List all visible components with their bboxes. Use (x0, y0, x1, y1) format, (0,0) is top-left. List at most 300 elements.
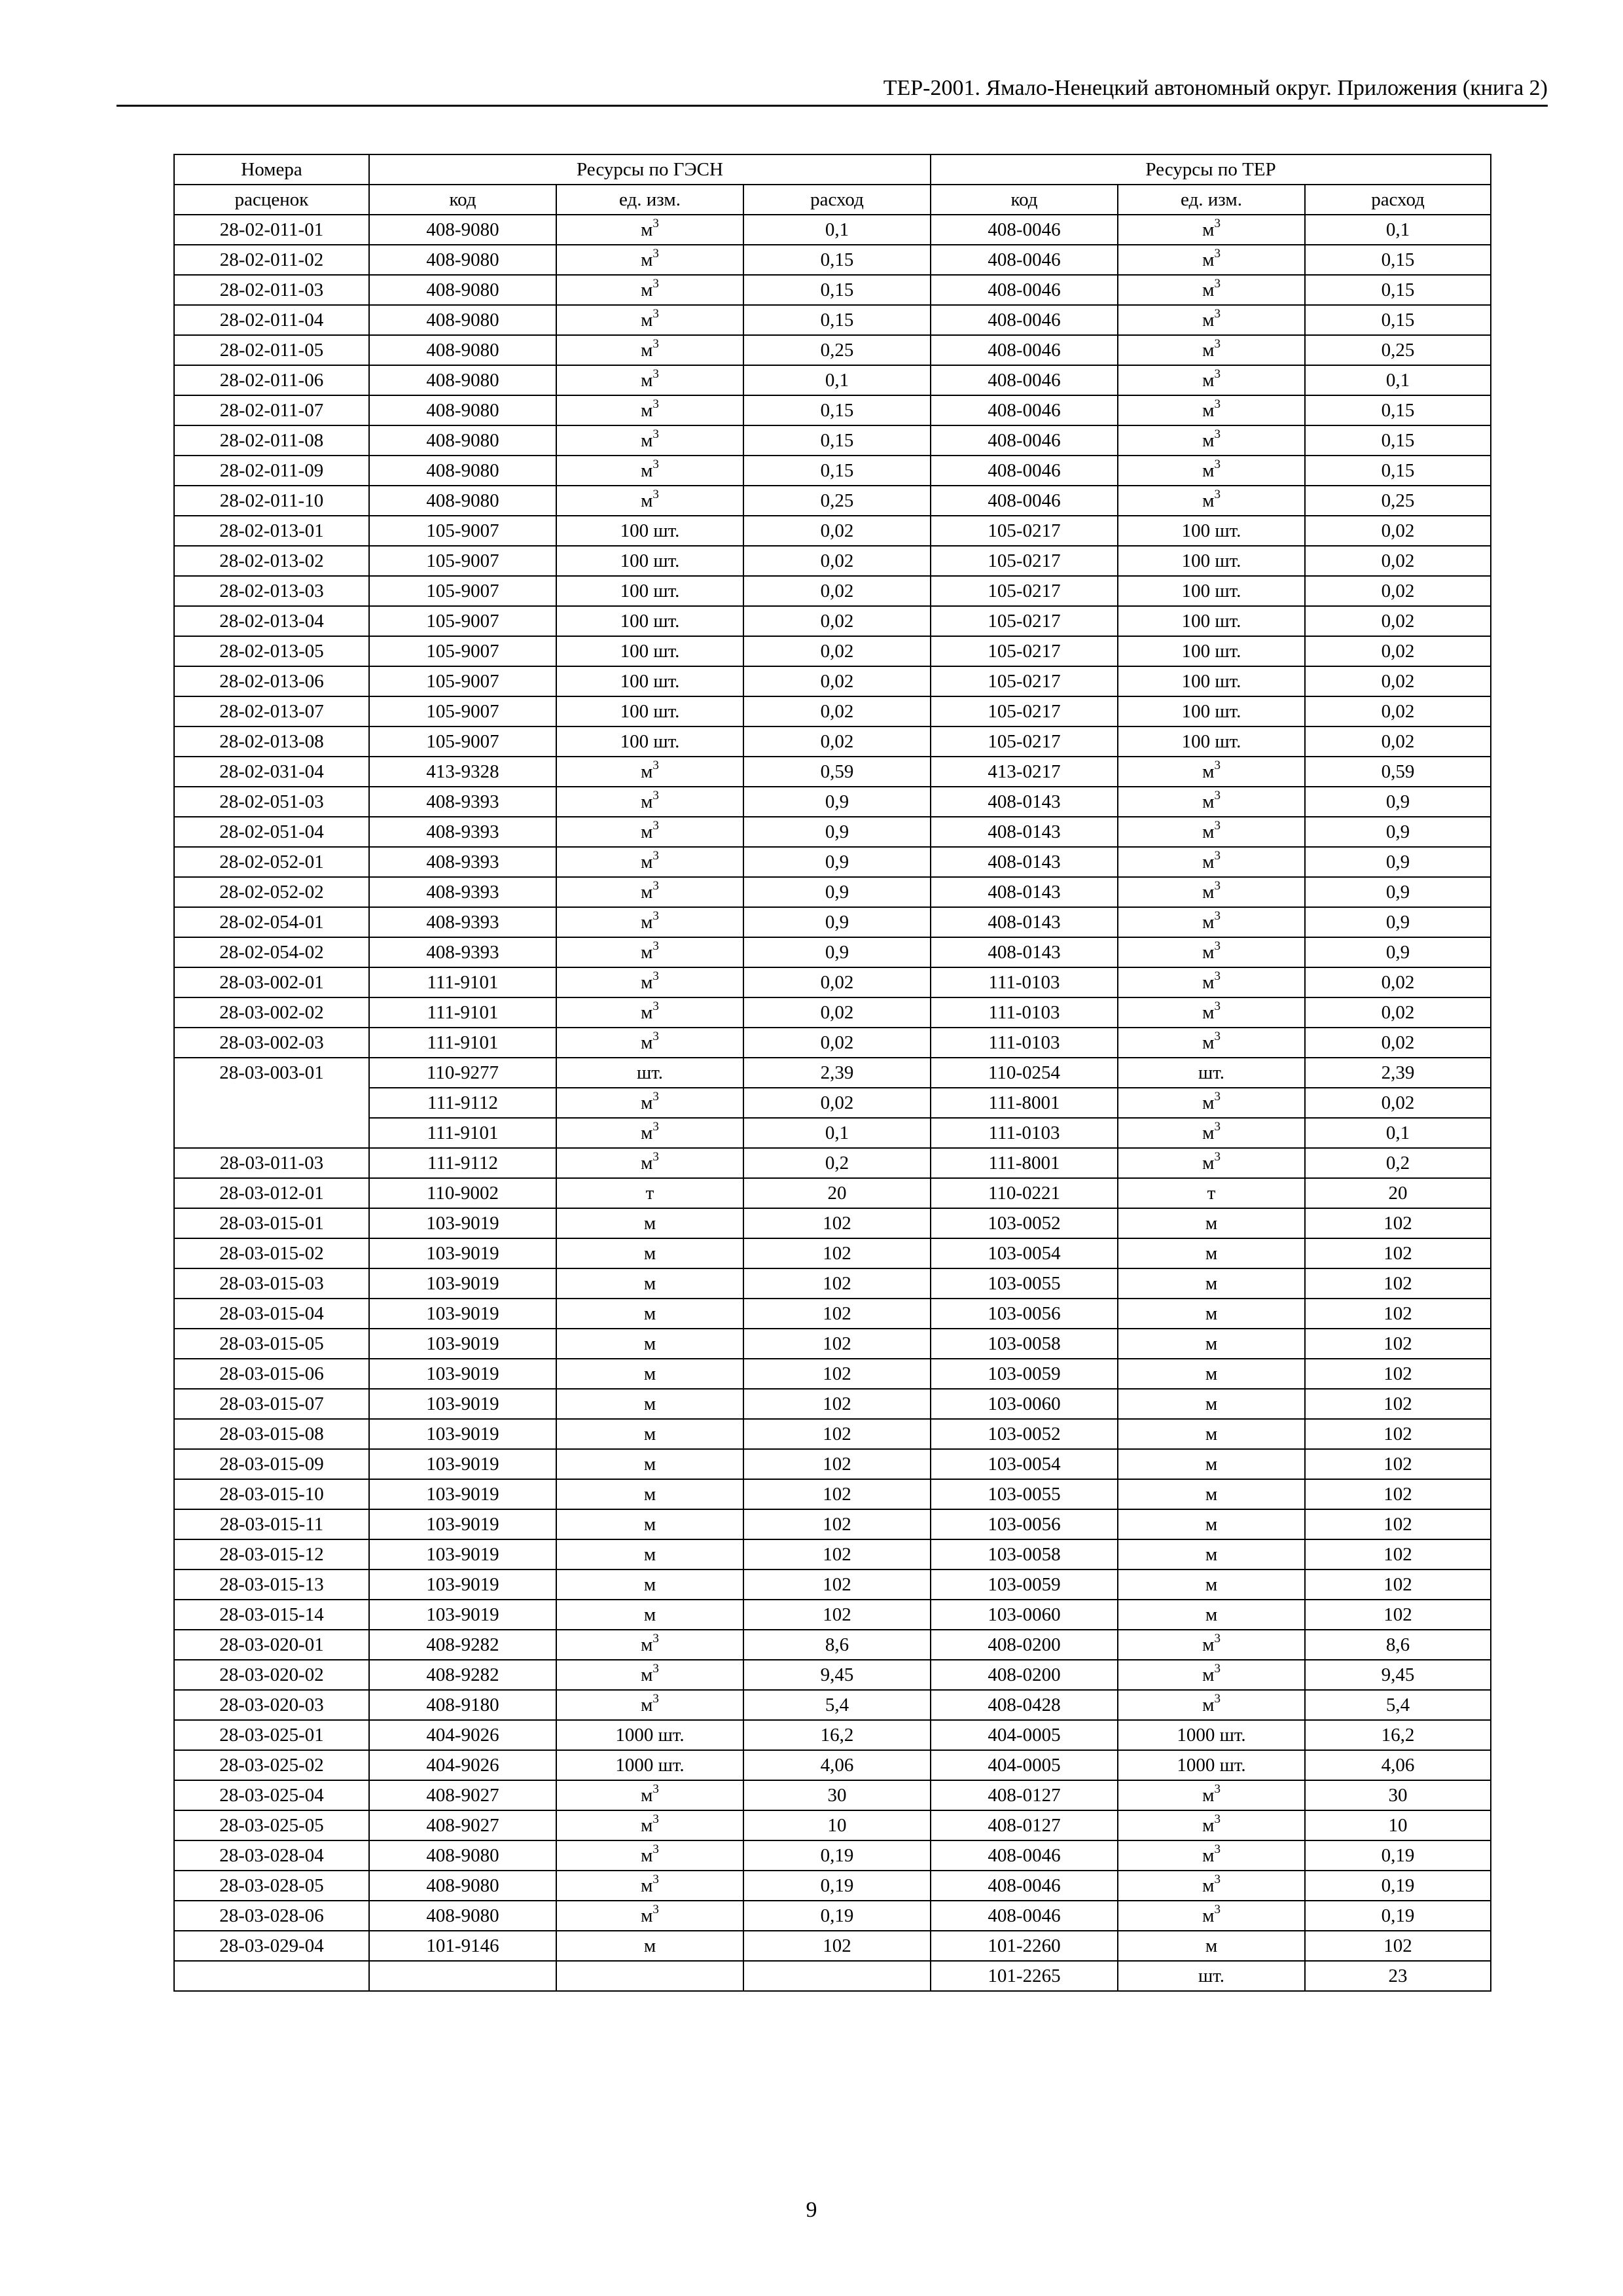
gesn-qty-cell: 0,25 (743, 486, 931, 516)
ter-unit-cell: $м^3$ (1118, 937, 1305, 967)
table-row (174, 1058, 1491, 1088)
table-row (174, 1479, 1491, 1509)
gesn-unit-header: ед. изм. (556, 185, 743, 215)
ter-qty-cell: 102 (1305, 1509, 1491, 1539)
ter-code-cell: 103-0059 (931, 1570, 1118, 1600)
gesn-unit-cell: м (556, 1359, 743, 1389)
rate-number-cell: 28-02-052-02 (174, 877, 369, 907)
ter-unit-cell: $м^3$ (1118, 305, 1305, 335)
rate-number-cell: 28-02-054-02 (174, 937, 369, 967)
rate-number-cell: 28-02-052-01 (174, 847, 369, 877)
ter-qty-cell: 0,19 (1305, 1901, 1491, 1931)
table-row (174, 576, 1491, 606)
gesn-code-cell: 413-9328 (369, 757, 556, 787)
gesn-unit-cell: $м^3$ (556, 1028, 743, 1058)
gesn-code-cell: 408-9080 (369, 1840, 556, 1871)
ter-code-cell: 103-0058 (931, 1329, 1118, 1359)
ter-qty-cell: 0,59 (1305, 757, 1491, 787)
gesn-code-cell: 103-9019 (369, 1208, 556, 1238)
ter-code-cell: 404-0005 (931, 1750, 1118, 1780)
rate-number-cell: 28-02-011-09 (174, 456, 369, 486)
rate-number-cell: 28-03-020-02 (174, 1660, 369, 1690)
ter-qty-cell: 0,9 (1305, 907, 1491, 937)
rate-number-cell: 28-03-015-14 (174, 1600, 369, 1630)
ter-qty-cell: 5,4 (1305, 1690, 1491, 1720)
table-row (174, 546, 1491, 576)
ter-code-cell: 105-0217 (931, 666, 1118, 696)
document-title: ТЕР-2001. Ямало-Ненецкий автономный округ. Приложения (книга 2) (883, 76, 1548, 100)
ter-unit-cell: $м^3$ (1118, 425, 1305, 456)
ter-qty-cell: 0,02 (1305, 997, 1491, 1028)
gesn-code-cell: 103-9019 (369, 1389, 556, 1419)
gesn-unit-cell: $м^3$ (556, 395, 743, 425)
gesn-qty-cell: 102 (743, 1238, 931, 1268)
ter-qty-cell: 0,9 (1305, 877, 1491, 907)
ter-code-cell: 103-0055 (931, 1479, 1118, 1509)
ter-unit-cell: $м^3$ (1118, 907, 1305, 937)
table-row (174, 967, 1491, 997)
table-row (174, 757, 1491, 787)
gesn-qty-cell: 0,02 (743, 516, 931, 546)
gesn-code-cell: 103-9019 (369, 1509, 556, 1539)
rate-number-cell: 28-02-011-10 (174, 486, 369, 516)
rate-number-cell (174, 1088, 369, 1118)
table-row (174, 877, 1491, 907)
gesn-unit-cell: $м^3$ (556, 1088, 743, 1118)
ter-code-cell: 408-0046 (931, 1871, 1118, 1901)
gesn-qty-cell: 0,9 (743, 847, 931, 877)
ter-qty-cell: 0,02 (1305, 576, 1491, 606)
rate-number-cell: 28-02-051-03 (174, 787, 369, 817)
table-row (174, 726, 1491, 757)
ter-code-cell: 103-0056 (931, 1509, 1118, 1539)
ter-qty-cell: 0,1 (1305, 365, 1491, 395)
ter-code-cell: 408-0046 (931, 245, 1118, 275)
gesn-code-cell: 408-9080 (369, 425, 556, 456)
ter-qty-cell: 0,2 (1305, 1148, 1491, 1178)
table-header-row (174, 154, 1491, 185)
table-row (174, 1268, 1491, 1299)
gesn-code-cell: 103-9019 (369, 1419, 556, 1449)
ter-qty-cell: 0,1 (1305, 215, 1491, 245)
gesn-unit-cell: $м^3$ (556, 275, 743, 305)
gesn-qty-cell: 102 (743, 1449, 931, 1479)
ter-unit-cell: $м^3$ (1118, 1871, 1305, 1901)
table-row (174, 1690, 1491, 1720)
ter-unit-cell: 100 шт. (1118, 546, 1305, 576)
table-row (174, 696, 1491, 726)
ter-unit-cell: 1000 шт. (1118, 1720, 1305, 1750)
table-row (174, 1539, 1491, 1570)
ter-unit-cell: 100 шт. (1118, 666, 1305, 696)
rate-number-cell: 28-03-015-13 (174, 1570, 369, 1600)
gesn-unit-cell: $м^3$ (556, 1118, 743, 1148)
ter-code-cell: 404-0005 (931, 1720, 1118, 1750)
ter-unit-cell: $м^3$ (1118, 967, 1305, 997)
ter-unit-cell: 100 шт. (1118, 606, 1305, 636)
gesn-code-cell: 103-9019 (369, 1600, 556, 1630)
rate-number-cell: 28-03-020-01 (174, 1630, 369, 1660)
rate-number-cell: 28-03-002-01 (174, 967, 369, 997)
gesn-unit-cell: м (556, 1419, 743, 1449)
ter-code-cell: 110-0254 (931, 1058, 1118, 1088)
gesn-code-cell: 408-9080 (369, 215, 556, 245)
gesn-unit-cell: м (556, 1509, 743, 1539)
rate-number-cell: 28-02-013-01 (174, 516, 369, 546)
ter-unit-cell: $м^3$ (1118, 486, 1305, 516)
gesn-code-cell: 101-9146 (369, 1931, 556, 1961)
table-body (174, 215, 1491, 1991)
gesn-qty-cell: 16,2 (743, 1720, 931, 1750)
gesn-qty-cell: 0,2 (743, 1148, 931, 1178)
gesn-code-cell: 105-9007 (369, 726, 556, 757)
gesn-code-cell: 111-9112 (369, 1148, 556, 1178)
ter-unit-cell: 100 шт. (1118, 636, 1305, 666)
page-number: 9 (806, 2198, 817, 2222)
ter-code-cell: 408-0143 (931, 817, 1118, 847)
rate-number-cell: 28-03-015-09 (174, 1449, 369, 1479)
gesn-code-cell: 103-9019 (369, 1479, 556, 1509)
gesn-unit-cell: т (556, 1178, 743, 1208)
rate-number-cell: 28-03-028-06 (174, 1901, 369, 1931)
table-row (174, 516, 1491, 546)
ter-code-cell: 408-0046 (931, 335, 1118, 365)
gesn-code-cell: 111-9101 (369, 1118, 556, 1148)
gesn-qty-cell: 0,19 (743, 1901, 931, 1931)
ter-unit-cell: $м^3$ (1118, 1810, 1305, 1840)
gesn-qty-cell: 0,1 (743, 215, 931, 245)
gesn-code-cell: 105-9007 (369, 546, 556, 576)
table-row (174, 1600, 1491, 1630)
gesn-qty-cell: 8,6 (743, 1630, 931, 1660)
gesn-unit-cell: м (556, 1299, 743, 1329)
gesn-unit-cell: $м^3$ (556, 1660, 743, 1690)
rate-number-cell: 28-02-013-08 (174, 726, 369, 757)
ter-code-cell: 111-0103 (931, 1028, 1118, 1058)
rate-number-cell: 28-02-013-04 (174, 606, 369, 636)
ter-qty-cell: 0,9 (1305, 847, 1491, 877)
ter-unit-cell: $м^3$ (1118, 365, 1305, 395)
ter-code-cell: 103-0058 (931, 1539, 1118, 1570)
ter-unit-cell: 100 шт. (1118, 696, 1305, 726)
ter-qty-cell: 2,39 (1305, 1058, 1491, 1088)
ter-qty-cell: 0,15 (1305, 425, 1491, 456)
rate-number-cell: 28-03-025-04 (174, 1780, 369, 1810)
ter-unit-cell: $м^3$ (1118, 1901, 1305, 1931)
table-row (174, 245, 1491, 275)
ter-code-cell: 413-0217 (931, 757, 1118, 787)
table-row (174, 275, 1491, 305)
ter-qty-cell: 0,02 (1305, 1088, 1491, 1118)
gesn-code-cell: 111-9112 (369, 1088, 556, 1118)
ter-unit-cell: $м^3$ (1118, 757, 1305, 787)
table-row (174, 1871, 1491, 1901)
table-row (174, 997, 1491, 1028)
gesn-unit-cell: 100 шт. (556, 546, 743, 576)
gesn-qty-cell: 30 (743, 1780, 931, 1810)
gesn-qty-cell: 4,06 (743, 1750, 931, 1780)
gesn-unit-cell: шт. (556, 1058, 743, 1088)
gesn-unit-cell: 1000 шт. (556, 1750, 743, 1780)
table-row (174, 1088, 1491, 1118)
ter-unit-cell: м (1118, 1268, 1305, 1299)
ter-unit-cell: $м^3$ (1118, 997, 1305, 1028)
table-row (174, 1178, 1491, 1208)
gesn-code-cell: 408-9393 (369, 847, 556, 877)
ter-unit-cell: $м^3$ (1118, 1780, 1305, 1810)
table-row (174, 1780, 1491, 1810)
ter-code-cell: 111-8001 (931, 1088, 1118, 1118)
ter-unit-cell: т (1118, 1178, 1305, 1208)
gesn-unit-cell: м (556, 1931, 743, 1961)
ter-code-cell: 103-0054 (931, 1238, 1118, 1268)
rate-number-cell: 28-02-013-07 (174, 696, 369, 726)
gesn-unit-cell: м (556, 1539, 743, 1570)
gesn-code-cell: 408-9080 (369, 305, 556, 335)
table-row (174, 1509, 1491, 1539)
ter-code-cell: 408-0046 (931, 1901, 1118, 1931)
ter-qty-cell: 4,06 (1305, 1750, 1491, 1780)
rate-number-cell: 28-03-015-03 (174, 1268, 369, 1299)
ter-unit-cell: м (1118, 1419, 1305, 1449)
ter-unit-header: ед. изм. (1118, 185, 1305, 215)
gesn-qty-cell: 102 (743, 1539, 931, 1570)
ter-qty-cell: 0,1 (1305, 1118, 1491, 1148)
gesn-code-cell: 105-9007 (369, 576, 556, 606)
rate-number-cell: 28-03-011-03 (174, 1148, 369, 1178)
rate-number-cell (174, 1961, 369, 1991)
ter-qty-cell: 0,02 (1305, 516, 1491, 546)
ter-qty-cell: 30 (1305, 1780, 1491, 1810)
rate-number-cell: 28-03-025-05 (174, 1810, 369, 1840)
ter-qty-cell: 102 (1305, 1449, 1491, 1479)
ter-qty-cell: 0,19 (1305, 1840, 1491, 1871)
gesn-unit-cell: $м^3$ (556, 335, 743, 365)
gesn-unit-cell: м (556, 1329, 743, 1359)
ter-code-cell: 103-0059 (931, 1359, 1118, 1389)
ter-code-cell: 408-0046 (931, 215, 1118, 245)
rate-number-cell: 28-02-011-04 (174, 305, 369, 335)
ter-unit-cell: $м^3$ (1118, 787, 1305, 817)
ter-unit-cell: $м^3$ (1118, 1148, 1305, 1178)
rate-number-cell: 28-02-031-04 (174, 757, 369, 787)
gesn-code-cell: 103-9019 (369, 1238, 556, 1268)
table-row (174, 1630, 1491, 1660)
ter-code-cell: 103-0052 (931, 1419, 1118, 1449)
ter-code-cell: 408-0046 (931, 395, 1118, 425)
ter-unit-cell: м (1118, 1329, 1305, 1359)
rate-number-cell: 28-02-013-06 (174, 666, 369, 696)
gesn-qty-cell: 102 (743, 1509, 931, 1539)
gesn-code-cell: 404-9026 (369, 1720, 556, 1750)
table-row (174, 1329, 1491, 1359)
gesn-qty-cell: 0,02 (743, 1028, 931, 1058)
table-row (174, 1238, 1491, 1268)
gesn-code-cell: 105-9007 (369, 516, 556, 546)
table-row (174, 456, 1491, 486)
ter-unit-cell: $м^3$ (1118, 245, 1305, 275)
rate-number-cell: 28-03-002-03 (174, 1028, 369, 1058)
ter-code-cell: 111-0103 (931, 1118, 1118, 1148)
gesn-code-cell: 103-9019 (369, 1329, 556, 1359)
ter-code-cell: 408-0143 (931, 937, 1118, 967)
table-row (174, 486, 1491, 516)
gesn-qty-cell: 0,15 (743, 456, 931, 486)
rate-number-cell: 28-03-015-06 (174, 1359, 369, 1389)
ter-code-cell: 110-0221 (931, 1178, 1118, 1208)
gesn-code-cell: 111-9101 (369, 967, 556, 997)
ter-qty-cell: 0,15 (1305, 456, 1491, 486)
gesn-qty-cell: 10 (743, 1810, 931, 1840)
gesn-unit-cell: $м^3$ (556, 937, 743, 967)
gesn-qty-cell: 20 (743, 1178, 931, 1208)
ter-code-cell: 111-8001 (931, 1148, 1118, 1178)
ter-code-cell: 408-0046 (931, 425, 1118, 456)
gesn-code-cell: 408-9080 (369, 486, 556, 516)
gesn-unit-cell: 100 шт. (556, 696, 743, 726)
ter-unit-cell: $м^3$ (1118, 1118, 1305, 1148)
ter-code-cell: 408-0143 (931, 787, 1118, 817)
table-row (174, 1299, 1491, 1329)
gesn-code-cell: 105-9007 (369, 636, 556, 666)
gesn-qty-cell: 9,45 (743, 1660, 931, 1690)
ter-code-cell: 103-0060 (931, 1600, 1118, 1630)
table-row (174, 1961, 1491, 1991)
gesn-qty-cell: 102 (743, 1299, 931, 1329)
ter-qty-cell: 102 (1305, 1238, 1491, 1268)
ter-qty-cell: 102 (1305, 1268, 1491, 1299)
rate-number-cell: 28-03-002-02 (174, 997, 369, 1028)
gesn-qty-cell: 102 (743, 1419, 931, 1449)
gesn-unit-cell: $м^3$ (556, 907, 743, 937)
table-row (174, 1570, 1491, 1600)
gesn-unit-cell: $м^3$ (556, 486, 743, 516)
ter-code-cell: 408-0127 (931, 1810, 1118, 1840)
table-row (174, 817, 1491, 847)
table-row (174, 1028, 1491, 1058)
gesn-qty-cell: 0,02 (743, 546, 931, 576)
gesn-qty-cell: 0,02 (743, 576, 931, 606)
table-row (174, 1148, 1491, 1178)
rate-number-cell: 28-03-003-01 (174, 1058, 369, 1088)
rate-number-cell: 28-02-013-03 (174, 576, 369, 606)
ter-unit-cell: м (1118, 1509, 1305, 1539)
rate-number-cell: 28-03-029-04 (174, 1931, 369, 1961)
gesn-unit-cell: $м^3$ (556, 787, 743, 817)
gesn-qty-cell: 0,15 (743, 425, 931, 456)
gesn-unit-cell: $м^3$ (556, 365, 743, 395)
ter-qty-cell: 102 (1305, 1208, 1491, 1238)
ter-qty-cell: 102 (1305, 1419, 1491, 1449)
gesn-qty-cell: 0,02 (743, 967, 931, 997)
table-row (174, 1389, 1491, 1419)
rate-number-cell: 28-03-015-08 (174, 1419, 369, 1449)
gesn-code-cell: 408-9393 (369, 937, 556, 967)
gesn-unit-cell: 100 шт. (556, 636, 743, 666)
ter-unit-cell: $м^3$ (1118, 1028, 1305, 1058)
rate-number-cell: 28-03-028-04 (174, 1840, 369, 1871)
gesn-code-cell: 110-9277 (369, 1058, 556, 1088)
gesn-qty-cell: 102 (743, 1931, 931, 1961)
rate-number-cell: 28-02-011-06 (174, 365, 369, 395)
ter-unit-cell: $м^3$ (1118, 847, 1305, 877)
ter-unit-cell: $м^3$ (1118, 877, 1305, 907)
table-row (174, 1810, 1491, 1840)
gesn-qty-cell: 0,25 (743, 335, 931, 365)
ter-code-cell: 103-0052 (931, 1208, 1118, 1238)
ter-code-cell: 408-0200 (931, 1630, 1118, 1660)
ter-code-cell: 101-2260 (931, 1931, 1118, 1961)
table-row (174, 847, 1491, 877)
ter-unit-cell: $м^3$ (1118, 1660, 1305, 1690)
gesn-qty-cell: 0,02 (743, 666, 931, 696)
ter-qty-cell: 102 (1305, 1329, 1491, 1359)
ter-qty-cell: 102 (1305, 1359, 1491, 1389)
table-row (174, 907, 1491, 937)
gesn-code-cell: 105-9007 (369, 666, 556, 696)
gesn-qty-header: расход (743, 185, 931, 215)
table-row (174, 425, 1491, 456)
ter-qty-cell: 0,25 (1305, 486, 1491, 516)
table-row (174, 937, 1491, 967)
gesn-code-cell: 103-9019 (369, 1449, 556, 1479)
gesn-qty-cell: 102 (743, 1600, 931, 1630)
gesn-unit-cell: $м^3$ (556, 1871, 743, 1901)
gesn-qty-cell: 0,19 (743, 1871, 931, 1901)
gesn-code-cell: 408-9080 (369, 456, 556, 486)
gesn-unit-cell: 100 шт. (556, 516, 743, 546)
rate-number-cell: 28-02-011-07 (174, 395, 369, 425)
table-row (174, 1660, 1491, 1690)
gesn-code-cell: 408-9080 (369, 365, 556, 395)
ter-code-cell: 408-0143 (931, 907, 1118, 937)
gesn-unit-cell: $м^3$ (556, 1630, 743, 1660)
rate-number-cell: 28-03-025-02 (174, 1750, 369, 1780)
ter-qty-cell: 0,15 (1305, 395, 1491, 425)
ter-qty-cell: 16,2 (1305, 1720, 1491, 1750)
ter-unit-cell: м (1118, 1931, 1305, 1961)
rate-number-cell: 28-02-011-08 (174, 425, 369, 456)
gesn-qty-cell: 102 (743, 1570, 931, 1600)
gesn-unit-cell: м (556, 1479, 743, 1509)
ter-code-cell: 408-0143 (931, 877, 1118, 907)
gesn-unit-cell: $м^3$ (556, 425, 743, 456)
ter-code-cell: 105-0217 (931, 516, 1118, 546)
gesn-unit-cell (556, 1961, 743, 1991)
gesn-code-cell: 404-9026 (369, 1750, 556, 1780)
rate-number-cell: 28-03-020-03 (174, 1690, 369, 1720)
gesn-code-cell: 408-9393 (369, 907, 556, 937)
ter-code-cell: 105-0217 (931, 546, 1118, 576)
gesn-qty-cell: 0,59 (743, 757, 931, 787)
gesn-code-cell: 105-9007 (369, 696, 556, 726)
gesn-qty-cell: 0,02 (743, 997, 931, 1028)
rate-number-cell: 28-03-015-01 (174, 1208, 369, 1238)
ter-unit-cell: шт. (1118, 1058, 1305, 1088)
gesn-unit-cell: $м^3$ (556, 847, 743, 877)
ter-code-cell: 105-0217 (931, 696, 1118, 726)
ter-qty-cell: 0,02 (1305, 666, 1491, 696)
table-row (174, 215, 1491, 245)
gesn-qty-cell: 0,1 (743, 1118, 931, 1148)
gesn-qty-cell: 102 (743, 1329, 931, 1359)
gesn-qty-cell: 0,15 (743, 275, 931, 305)
rate-number-cell: 28-02-013-05 (174, 636, 369, 666)
gesn-unit-cell: $м^3$ (556, 215, 743, 245)
ter-code-cell: 408-0046 (931, 275, 1118, 305)
rate-number-cell: 28-02-011-01 (174, 215, 369, 245)
ter-qty-cell: 0,02 (1305, 726, 1491, 757)
